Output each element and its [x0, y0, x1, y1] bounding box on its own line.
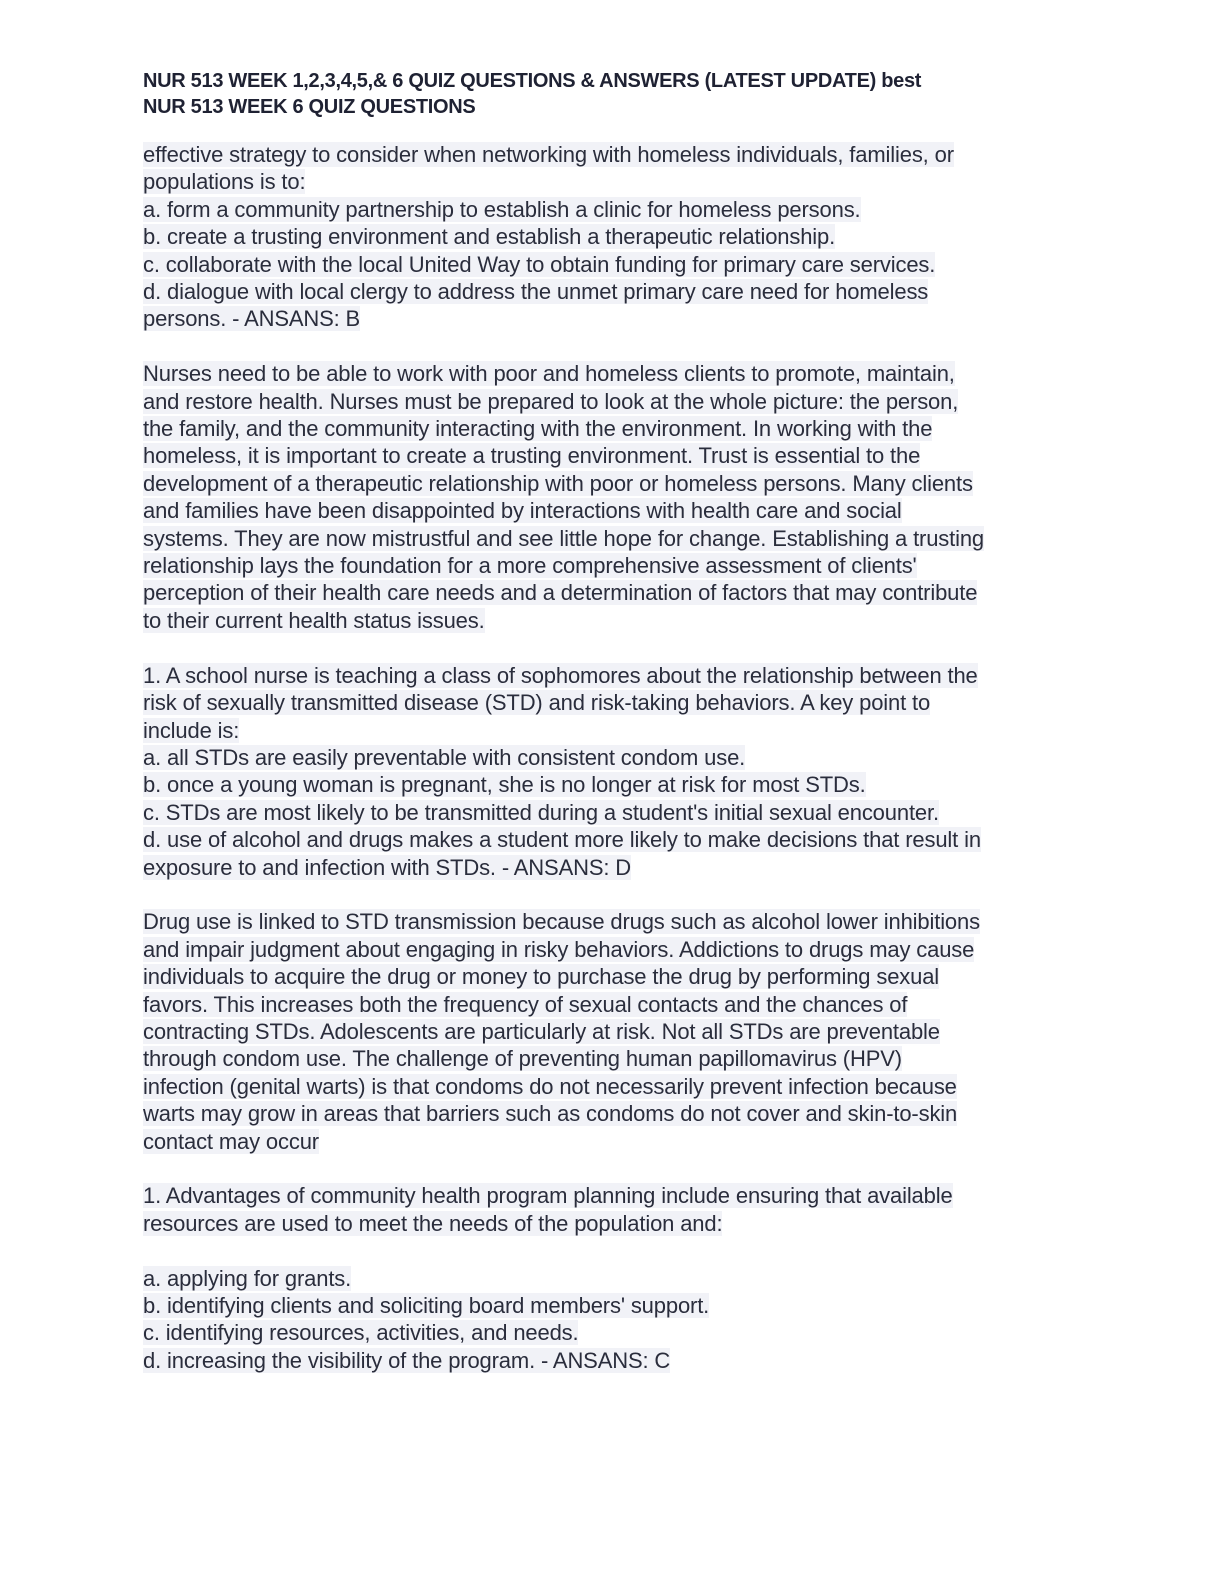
answer-option-d: d. use of alcohol and drugs makes a student more likely to make decisions that result in	[143, 827, 981, 853]
rationale-line: favors. This increases both the frequency of sexual contacts and the chances of	[143, 991, 908, 1017]
rationale-line: and restore health. Nurses must be prepared to look at the whole picture: the person,	[143, 388, 959, 414]
answer-option-c: c. STDs are most likely to be transmitted during a student's initial sexual encounter.	[143, 799, 939, 825]
answer-option-a: a. all STDs are easily preventable with consistent condom use.	[143, 744, 746, 770]
rationale-line: relationship lays the foundation for a more comprehensive assessment of clients'	[143, 553, 917, 579]
rationale-1	[143, 360, 1083, 634]
answer-option-a: a. applying for grants.	[143, 1265, 352, 1291]
question-stem-line: 1. Advantages of community health program planning include ensuring that available	[143, 1183, 953, 1209]
title-line-1: NUR 513 WEEK 1,2,3,4,5,& 6 QUIZ QUESTIONS & ANSWERS (LATEST UPDATE) best	[143, 70, 922, 92]
answer-option-b: b. once a young woman is pregnant, she is no longer at risk for most STDs.	[143, 772, 866, 798]
rationale-line: perception of their health care needs and a determination of factors that may contribute	[143, 580, 978, 606]
rationale-2	[143, 908, 1083, 1155]
question-stem-line: risk of sexually transmitted disease (STD) and risk-taking behaviors. A key point to	[143, 690, 931, 716]
answer-option-b: b. identifying clients and soliciting board members' support.	[143, 1292, 710, 1318]
document-body	[143, 141, 1083, 1374]
question-2	[143, 662, 1083, 881]
rationale-line: contact may occur	[143, 1128, 319, 1154]
rationale-line: the family, and the community interacting with the environment. In working with the	[143, 416, 933, 442]
answer-option-a: a. form a community partnership to establish a clinic for homeless persons.	[143, 196, 861, 222]
answer-key: persons. - ANSANS: B	[143, 306, 361, 332]
answer-option-c: c. collaborate with the local United Way to obtain funding for primary care services.	[143, 251, 936, 277]
rationale-line: to their current health status issues.	[143, 607, 485, 633]
answer-option-d: d. increasing the visibility of the program. - ANSANS: C	[143, 1347, 671, 1373]
question-3	[143, 1182, 1083, 1374]
question-stem-line: 1. A school nurse is teaching a class of sophomores about the relationship between the	[143, 662, 978, 688]
rationale-line: homeless, it is important to create a trusting environment. Trust is essential to the	[143, 443, 921, 469]
rationale-line: Drug use is linked to STD transmission because drugs such as alcohol lower inhibitions	[143, 909, 980, 935]
answer-option-d: d. dialogue with local clergy to address the unmet primary care need for homeless	[143, 279, 929, 305]
question-stem-line: resources are used to meet the needs of the population and:	[143, 1210, 723, 1236]
rationale-line: and impair judgment about engaging in risky behaviors. Addictions to drugs may cause	[143, 936, 975, 962]
rationale-line: infection (genital warts) is that condoms do not necessarily prevent infection because	[143, 1073, 957, 1099]
rationale-line: systems. They are now mistrustful and see little hope for change. Establishing a trusting	[143, 525, 985, 551]
rationale-line: through condom use. The challenge of preventing human papillomavirus (HPV)	[143, 1046, 902, 1072]
rationale-line: contracting STDs. Adolescents are particularly at risk. Not all STDs are preventable	[143, 1018, 940, 1044]
answer-key: exposure to and infection with STDs. - ANSANS: D	[143, 854, 632, 880]
title-line-2: NUR 513 WEEK 6 QUIZ QUESTIONS	[143, 96, 476, 118]
answer-option-c: c. identifying resources, activities, and needs.	[143, 1320, 579, 1346]
rationale-line: individuals to acquire the drug or money to purchase the drug by performing sexual	[143, 964, 940, 990]
document-title	[143, 68, 1083, 120]
answer-option-b: b. create a trusting environment and establish a therapeutic relationship.	[143, 224, 836, 250]
rationale-line: and families have been disappointed by interactions with health care and social	[143, 498, 902, 524]
question-stem-line: effective strategy to consider when networking with homeless individuals, families, or	[143, 142, 954, 167]
question-1	[143, 141, 1083, 333]
question-stem-line: populations is to:	[143, 169, 306, 195]
document-page	[143, 68, 1083, 1374]
question-stem-line: include is:	[143, 717, 240, 743]
rationale-line: Nurses need to be able to work with poor and homeless clients to promote, maintain,	[143, 361, 955, 387]
rationale-line: warts may grow in areas that barriers such as condoms do not cover and skin-to-skin	[143, 1101, 958, 1127]
rationale-line: development of a therapeutic relationship with poor or homeless persons. Many clients	[143, 470, 973, 496]
